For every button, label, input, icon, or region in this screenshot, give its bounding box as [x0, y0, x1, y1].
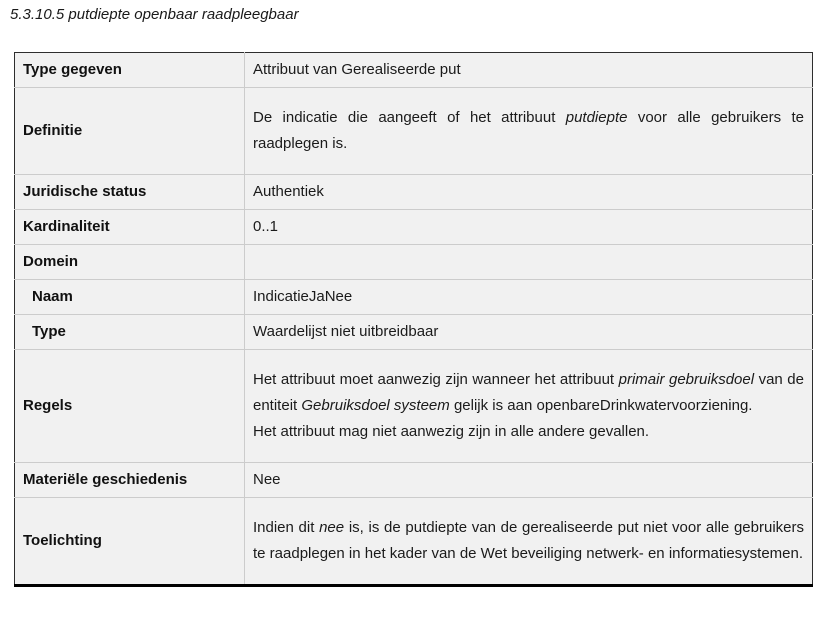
value-text-italic: Gebruiksdoel systeem [301, 397, 450, 414]
table-row [15, 53, 813, 88]
table-row [15, 463, 813, 498]
row-value-cell [245, 498, 813, 586]
row-value [253, 105, 804, 157]
table-row [15, 350, 813, 463]
table-row [15, 175, 813, 210]
row-value-cell [245, 350, 813, 463]
row-value [253, 515, 804, 567]
value-text-italic: nee [319, 519, 345, 536]
row-label-cell [15, 498, 245, 586]
row-label: Type gegeven [23, 61, 122, 78]
table-row [15, 498, 813, 586]
row-value [253, 319, 804, 345]
value-text: Indien dit [253, 519, 320, 536]
section-heading: 5.3.10.5 putdiepte openbaar raadpleegbaar [10, 6, 299, 23]
row-label-cell [15, 463, 245, 498]
row-label-cell [15, 210, 245, 245]
row-label-cell [15, 350, 245, 463]
row-label: Domein [23, 253, 79, 270]
row-label: Definitie [23, 122, 83, 139]
value-text: voor alle gebruikers te raadplegen is. [253, 109, 804, 152]
row-value-cell [245, 245, 813, 280]
value-text: Het attribuut mag niet aanwezig zijn in alle andere gevallen. [253, 423, 650, 440]
table-row [15, 88, 813, 175]
row-label: Materiële geschiedenis [23, 471, 188, 488]
definition-table-body [15, 53, 813, 586]
row-value-cell [245, 463, 813, 498]
value-text: 0..1 [253, 218, 279, 235]
row-value [253, 179, 804, 205]
row-value-cell [245, 315, 813, 350]
row-label-cell [15, 245, 245, 280]
value-text: IndicatieJaNee [253, 288, 353, 305]
row-label: Juridische status [23, 183, 147, 200]
value-text: De indicatie die aangeeft of het attribuut [253, 109, 566, 126]
row-value-cell [245, 88, 813, 175]
row-value-cell [245, 53, 813, 88]
table-row [15, 245, 813, 280]
value-text: is, is de putdiepte van de gerealiseerde put niet voor alle gebruikers te raadplegen in het kader van de Wet beveiliging netwerk- en informatiesystemen. [253, 519, 804, 562]
row-value-cell [245, 175, 813, 210]
row-label-cell [15, 53, 245, 88]
row-value-cell [245, 210, 813, 245]
value-text: Authentiek [253, 183, 324, 200]
value-text-italic: putdiepte [565, 109, 628, 126]
row-label: Type [32, 323, 66, 340]
value-text-italic: primair gebruiksdoel [618, 371, 755, 388]
row-value [253, 367, 804, 445]
row-value [253, 284, 804, 310]
row-value-cell [245, 280, 813, 315]
row-value [253, 467, 804, 493]
row-label: Naam [32, 288, 73, 305]
table-row [15, 210, 813, 245]
value-text: van de entiteit [253, 371, 804, 414]
table-row [15, 315, 813, 350]
value-text: gelijk is aan openbareDrinkwatervoorziening. [449, 397, 753, 414]
value-text: Waardelijst niet uitbreidbaar [253, 323, 439, 340]
row-label-cell [15, 88, 245, 175]
row-value [253, 57, 804, 83]
value-text: Het attribuut moet aanwezig zijn wanneer het attribuut [253, 371, 619, 388]
value-text: Nee [253, 471, 281, 488]
attribute-definition-table [14, 52, 813, 587]
table-row [15, 280, 813, 315]
row-label-cell [15, 175, 245, 210]
row-label: Kardinaliteit [23, 218, 110, 235]
row-label-cell [15, 315, 245, 350]
row-label: Regels [23, 397, 73, 414]
row-label: Toelichting [23, 532, 102, 549]
row-label-cell [15, 280, 245, 315]
row-value [253, 214, 804, 240]
value-text: Attribuut van Gerealiseerde put [253, 61, 461, 78]
